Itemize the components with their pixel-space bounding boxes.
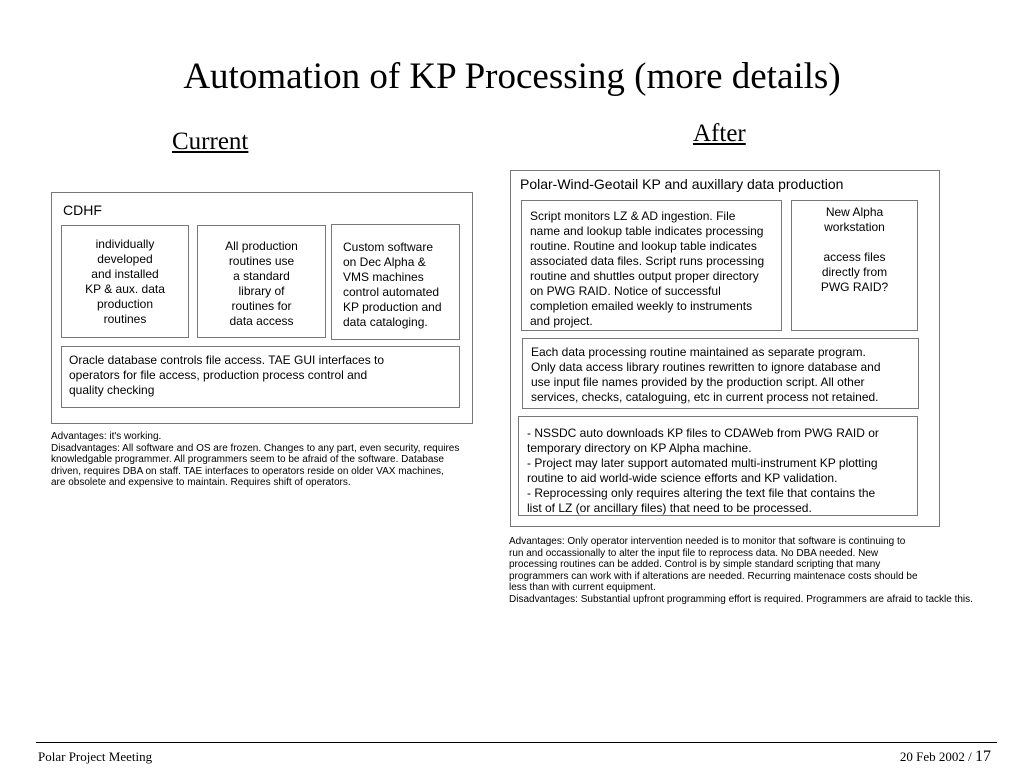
- oracle-text: Oracle database controls file access. TAE GUI interfaces to operators for file access, production process control and quality checking: [69, 353, 385, 397]
- custom-software-text: Custom software on Dec Alpha & VMS machines control automated KP production and data cataloging.: [343, 240, 442, 329]
- cdhf-label: CDHF: [63, 202, 102, 218]
- production-library-text: All production routines use a standard library of routines for data access: [225, 239, 298, 328]
- after-heading: After: [693, 120, 746, 147]
- footer-meeting-name: Polar Project Meeting: [38, 749, 153, 764]
- current-heading: Current: [172, 128, 249, 155]
- script-monitor-text: Script monitors LZ & AD ingestion. File name and lookup table indicates processing routine. Routine and lookup table indicates associated data files. Script runs processing routine and shuttles output proper directory on PWG RAID. Notice of successful completion emailed weekly to instruments and project.: [530, 209, 765, 328]
- footer-rule: [36, 742, 997, 743]
- nssdc-text: - NSSDC auto downloads KP files to CDAWeb from PWG RAID or temporary directory on KP Alpha machine. - Project may later support automated multi-instrument KP plotting routine to aid world-wide science efforts and KP validation. - Reprocessing only requires altering the text file that contains the list of LZ (or ancillary files) that need to be processed.: [527, 426, 879, 515]
- alpha-workstation-text: New Alpha workstation access files directly from PWG RAID?: [820, 205, 889, 294]
- footer-date-page: [900, 749, 991, 765]
- slide-title: Automation of KP Processing (more details): [183, 56, 841, 97]
- page-number: 17: [975, 748, 991, 765]
- current-notes: Advantages: it's working. Disadvantages: All software and OS are frozen. Changes to any part, even security, requires knowledgable programmer. All programmers seem to be afraid of the software. Database driven, requires DBA on staff. TAE interfaces to operators reside on older VAX machines, are obsolete and expensive to maintain. Requires shift of operators.: [51, 431, 460, 488]
- pwg-label: Polar-Wind-Geotail KP and auxillary data production: [520, 176, 844, 192]
- kp-routines-text: individually developed and installed KP & aux. data production routines: [85, 237, 165, 326]
- after-notes: Advantages: Only operator intervention needed is to monitor that software is continuing to run and occassionally to alter the input file to reprocess data. No DBA needed. New processing routines can be added. Control is by simple standard scripting that many programmers can work with if alterations are needed. Recurring maintenace costs should be less than with current equipment. Disadvantages: Substantial upfront programming effort is required. Programmers are afraid to tackle this.: [509, 536, 973, 605]
- processing-routine-text: Each data processing routine maintained as separate program. Only data access library routines rewritten to ignore database and use input file names provided by the production script. All other services, checks, cataloguing, etc in current process not retained.: [531, 345, 881, 404]
- footer-date: 20 Feb 2002 /: [899, 749, 972, 764]
